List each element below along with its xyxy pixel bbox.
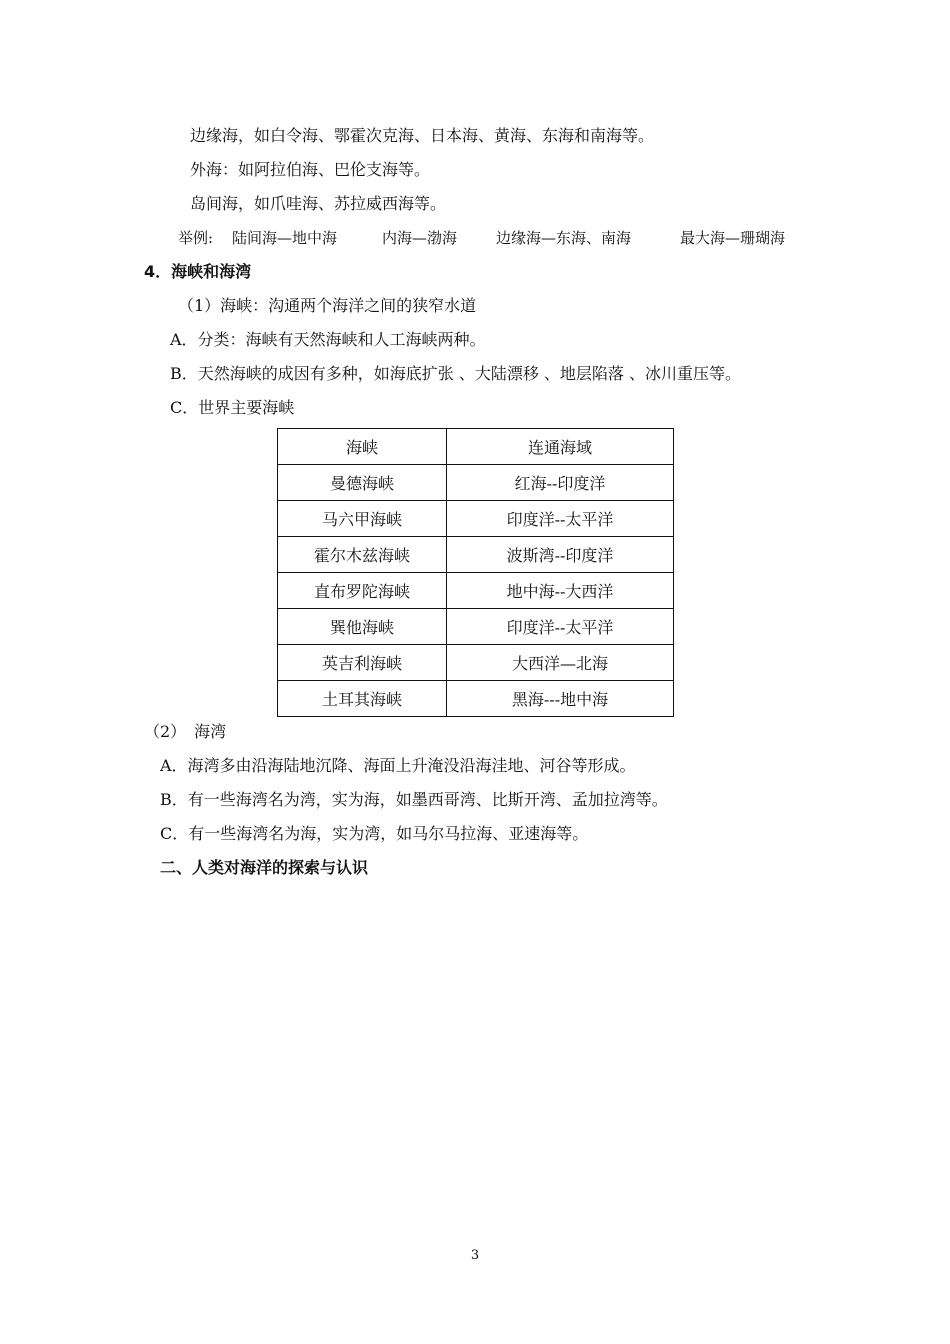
connected-waters: 印度洋--太平洋: [447, 501, 674, 537]
table-row: [278, 537, 674, 573]
table-row: [278, 501, 674, 537]
strait-definition: （1）海峡：沟通两个海洋之间的狭窄水道: [178, 296, 477, 315]
connected-waters: 黑海---地中海: [447, 681, 674, 717]
table-row: [278, 465, 674, 501]
strait-item-b: B．天然海峡的成因有多种，如海底扩张 、大陆漂移 、地层陷落 、冰川重压等。: [170, 364, 742, 383]
strait-name: 英吉利海峡: [278, 645, 447, 681]
examples-row: [178, 228, 818, 248]
strait-name: 土耳其海峡: [278, 681, 447, 717]
example-item-3: 边缘海—东海、南海: [496, 229, 632, 247]
table-row: [278, 573, 674, 609]
example-item-2: 内海—渤海: [382, 229, 458, 247]
page-number: 3: [470, 1248, 480, 1263]
strait-name: 巽他海峡: [278, 609, 447, 645]
connected-waters: 地中海--大西洋: [447, 573, 674, 609]
strait-name: 曼德海峡: [278, 465, 447, 501]
example-item-1: 陆间海—地中海: [232, 229, 338, 247]
section-4-heading: 4．海峡和海湾: [144, 262, 252, 281]
table-row: [278, 609, 674, 645]
connected-waters: 印度洋--太平洋: [447, 609, 674, 645]
table-row: [278, 681, 674, 717]
table-header-row: [278, 429, 674, 465]
connected-waters: 大西洋—北海: [447, 645, 674, 681]
paragraph-outer-sea: 外海：如阿拉伯海、巴伦支海等。: [190, 160, 431, 179]
section-2-heading: 二、人类对海洋的探索与认识: [160, 858, 369, 877]
straits-table: [277, 428, 674, 717]
gulf-item-c: C．有一些海湾名为海，实为湾，如马尔马拉海、亚速海等。: [160, 824, 589, 843]
paragraph-marginal-sea: 边缘海，如白令海、鄂霍次克海、日本海、黄海、东海和南海等。: [190, 126, 655, 145]
header-connected-waters: 连通海域: [447, 429, 674, 465]
gulf-heading: （2） 海湾: [144, 722, 227, 741]
gulf-item-a: A．海湾多由沿海陆地沉降、海面上升淹没沿海洼地、河谷等形成。: [160, 756, 636, 775]
paragraph-island-sea: 岛间海，如爪哇海、苏拉威西海等。: [190, 194, 447, 213]
strait-name: 马六甲海峡: [278, 501, 447, 537]
connected-waters: 波斯湾--印度洋: [447, 537, 674, 573]
strait-item-a: A．分类：海峡有天然海峡和人工海峡两种。: [170, 330, 486, 349]
strait-name: 直布罗陀海峡: [278, 573, 447, 609]
examples-label: 举例:: [178, 229, 214, 247]
strait-name: 霍尔木兹海峡: [278, 537, 447, 573]
strait-item-c: C．世界主要海峡: [170, 398, 295, 417]
table-row: [278, 645, 674, 681]
connected-waters: 红海--印度洋: [447, 465, 674, 501]
gulf-item-b: B．有一些海湾名为湾，实为海，如墨西哥湾、比斯开湾、孟加拉湾等。: [160, 790, 668, 809]
header-strait: 海峡: [278, 429, 447, 465]
example-item-4: 最大海—珊瑚海: [680, 229, 786, 247]
